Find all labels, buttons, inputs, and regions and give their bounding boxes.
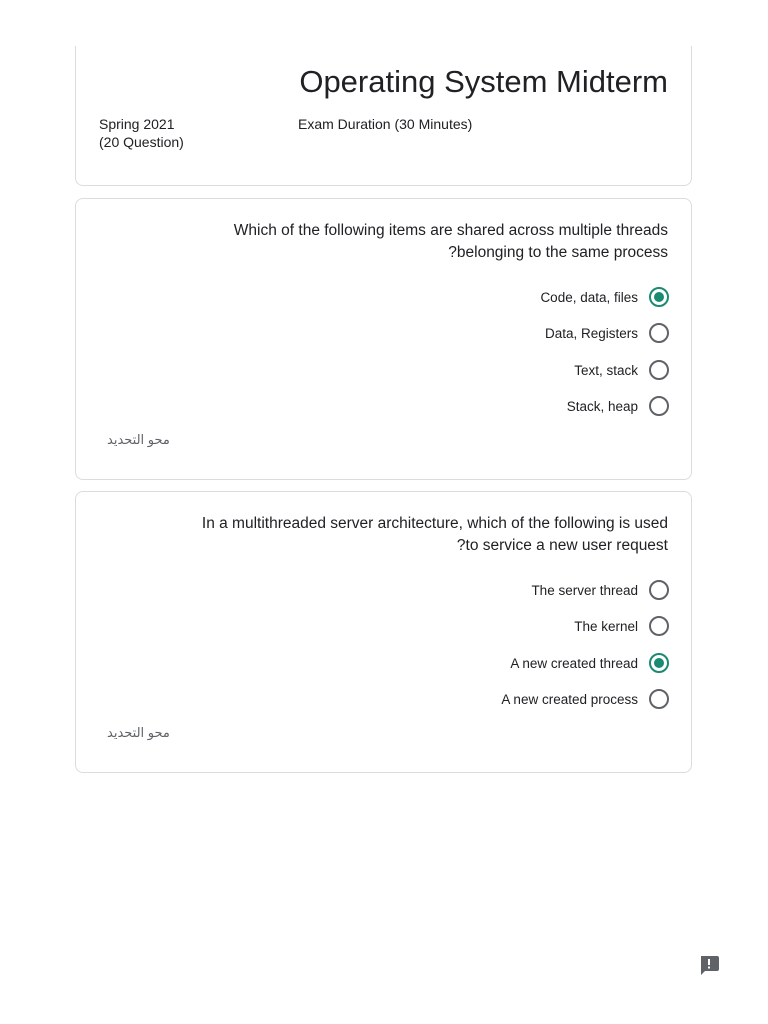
option-code-data-files[interactable] <box>540 285 669 309</box>
radio-checked-icon[interactable] <box>649 287 669 307</box>
option-new-created-thread[interactable] <box>510 651 669 675</box>
option-label: A new created thread <box>510 655 638 671</box>
option-kernel[interactable] <box>574 614 669 638</box>
question-card-2 <box>75 491 692 773</box>
option-label: Code, data, files <box>540 289 638 305</box>
question-text-line: In a multithreaded server architecture, which of the following is used <box>201 515 668 532</box>
question-text-line: ?to service a new user request <box>456 537 668 554</box>
option-label: Stack, heap <box>566 398 638 414</box>
radio-checked-icon[interactable] <box>649 653 669 673</box>
radio-unchecked-icon[interactable] <box>649 396 669 416</box>
radio-unchecked-icon[interactable] <box>649 616 669 636</box>
question-card-1 <box>75 198 692 480</box>
option-server-thread[interactable] <box>531 578 669 602</box>
option-label: The kernel <box>574 618 638 634</box>
option-label: The server thread <box>531 582 638 598</box>
option-label: A new created process <box>501 691 638 707</box>
option-label: Data, Registers <box>544 325 638 341</box>
form-title: Operating System Midterm <box>299 64 668 99</box>
option-data-registers[interactable] <box>545 321 669 345</box>
question-text <box>128 220 668 264</box>
question-text-line: ?belonging to the same process <box>448 244 668 261</box>
clear-selection-button[interactable]: محو التحديد <box>107 725 170 740</box>
option-label: Text, stack <box>574 362 638 378</box>
option-new-created-process[interactable] <box>501 687 669 711</box>
report-problem-icon[interactable] <box>698 954 720 976</box>
clear-selection-button[interactable]: محو التحديد <box>107 432 170 447</box>
form-description-term: Spring 2021 <box>99 116 175 132</box>
option-stack-heap[interactable] <box>567 394 669 418</box>
form-description-question-count: (20 Question) <box>99 134 184 150</box>
option-text-stack[interactable] <box>574 358 669 382</box>
form-description-duration: Exam Duration (30 Minutes) <box>298 116 473 132</box>
question-text <box>128 513 668 557</box>
question-text-line: Which of the following items are shared across multiple threads <box>233 222 668 239</box>
radio-unchecked-icon[interactable] <box>649 580 669 600</box>
radio-unchecked-icon[interactable] <box>649 689 669 709</box>
radio-unchecked-icon[interactable] <box>649 360 669 380</box>
radio-unchecked-icon[interactable] <box>649 323 669 343</box>
form-header-card <box>75 46 692 186</box>
